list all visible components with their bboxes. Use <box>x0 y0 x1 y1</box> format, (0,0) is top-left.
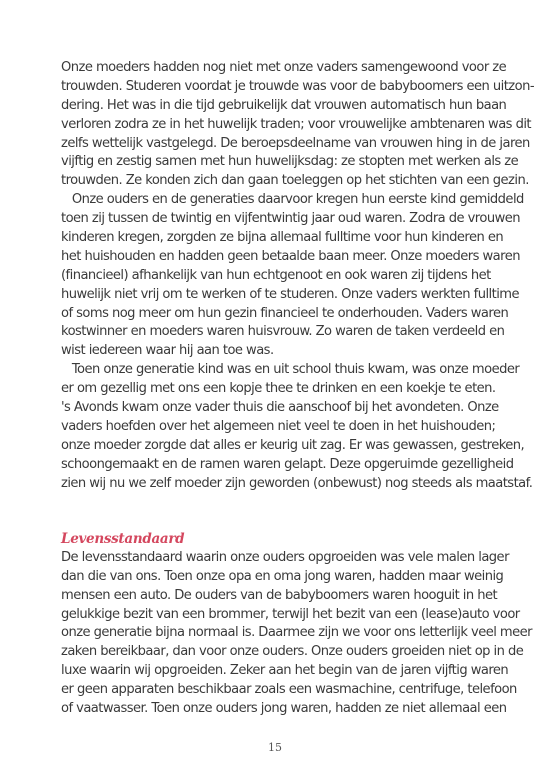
text-line: zaken bereikbaar, dan voor onze ouders. Onze ouders groeiden niet op in de <box>61 644 524 660</box>
section-heading: Levensstandaard <box>61 531 185 547</box>
text-line: onze generatie bijna normaal is. Daarmee zijn we voor ons letterlijk veel meer <box>61 625 532 641</box>
section-1-body <box>61 59 535 493</box>
text-line: Toen onze generatie kind was en uit school thuis kwam, was onze moeder <box>61 362 520 378</box>
text-line: schoongemaakt en de ramen waren gelapt. Deze opgeruimde gezelligheid <box>61 456 514 472</box>
text-line: dering. Het was in die tijd gebruikelijk dat vrouwen automatisch hun baan <box>61 97 507 113</box>
text-line: Onze ouders en de generaties daarvoor kregen hun eerste kind gemiddeld <box>61 192 524 208</box>
text-line: onze moeder zorgde dat alles er keurig uit zag. Er was gewassen, gestreken, <box>61 437 525 453</box>
text-line: huwelijk niet vrij om te werken of te studeren. Onze vaders werkten fulltime <box>61 286 520 302</box>
text-line: vaders hoefden over het algemeen niet veel te doen in het huishouden; <box>61 418 496 434</box>
text-line: Onze moeders hadden nog niet met onze vaders samengewoond voor ze <box>61 60 507 75</box>
text-line: vijftig en zestig samen met hun huwelijksdag: ze stopten met werken als ze <box>61 154 519 170</box>
text-line: verloren zodra ze in het huwelijk traden; voor vrouwelijke ambtenaren was dit <box>61 116 532 132</box>
text-line: kinderen kregen, zorgden ze bijna allemaal fulltime voor hun kinderen en <box>61 230 504 246</box>
text-line: De levensstandaard waarin onze ouders opgroeiden was vele malen lager <box>61 549 509 565</box>
text-line: dan die van ons. Toen onze opa en oma jong waren, hadden maar weinig <box>61 568 504 584</box>
text-line: zien wij nu we zelf moeder zijn geworden (onbewust) nog steeds als maatstaf. <box>61 475 533 491</box>
text-line: zelfs wettelijk vastgelegd. De beroepsdeelname van vrouwen hing in de jaren <box>61 135 530 151</box>
text-line: er geen apparaten beschikbaar zoals een wasmachine, centrifuge, telefoon <box>61 682 517 698</box>
text-line: er om gezellig met ons een kopje thee te drinken en een koekje te eten. <box>61 381 496 397</box>
page-number: 15 <box>268 741 282 754</box>
text-line: mensen een auto. De ouders van de babyboomers waren hooguit in het <box>61 587 498 603</box>
text-line: (financieel) afhankelijk van hun echtgenoot en ook waren zij tijdens het <box>61 267 491 283</box>
text-line: het huishouden en hadden geen betaalde baan meer. Onze moeders waren <box>61 248 520 264</box>
text-line: wist iedereen waar hij aan toe was. <box>61 343 274 359</box>
section-2 <box>61 530 532 719</box>
text-line: of soms nog meer om hun gezin financieel te onderhouden. Vaders waren <box>61 305 509 321</box>
text-line: toen zij tussen de twintig en vijfentwintig jaar oud waren. Zodra de vrouwen <box>61 211 520 227</box>
text-line: 's Avonds kwam onze vader thuis die aanschoof bij het avondeten. Onze <box>61 400 499 416</box>
text-line: trouwden. Studeren voordat je trouwde was voor de babyboomers een uitzon- <box>61 78 535 94</box>
text-line: gelukkige bezit van een brommer, terwijl het bezit van een (lease)auto voor <box>61 606 520 622</box>
text-line: of vaatwasser. Toen onze ouders jong waren, hadden ze niet allemaal een <box>61 701 507 717</box>
text-line: trouwden. Ze konden zich dan gaan toeleggen op het stichten van een gezin. <box>61 173 529 189</box>
text-line: kostwinner en moeders waren huisvrouw. Zo waren de taken verdeeld en <box>61 324 505 340</box>
text-line: luxe waarin wij opgroeiden. Zeker aan het begin van de jaren vijftig waren <box>61 663 509 679</box>
